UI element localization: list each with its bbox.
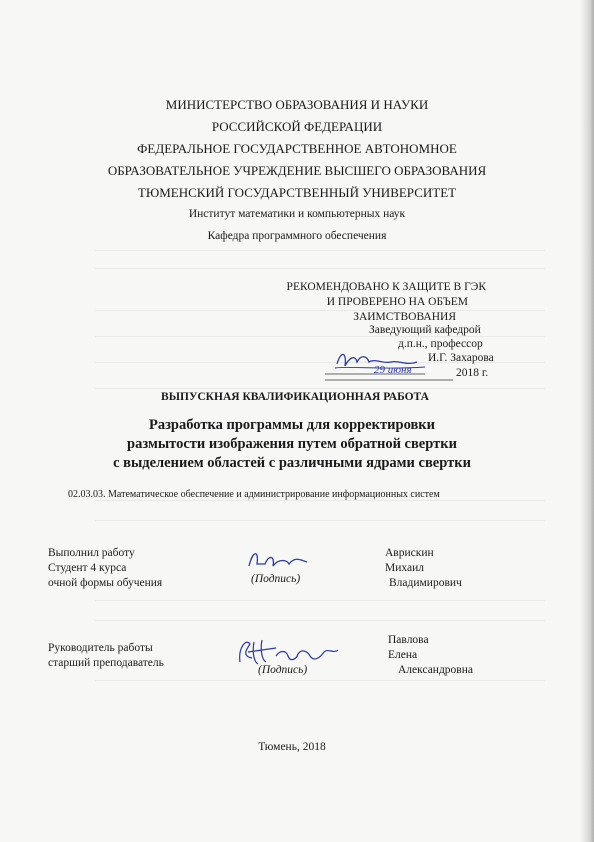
student-role-line-2: Студент 4 курса xyxy=(48,562,127,574)
student-signature xyxy=(243,544,323,574)
supervisor-role-line-1: Руководитель работы xyxy=(48,642,153,654)
approval-block xyxy=(287,280,486,325)
work-type: ВЫПУСКНАЯ КВАЛИФИКАЦИОННАЯ РАБОТА xyxy=(161,391,429,403)
university-name: ТЮМЕНСКИЙ ГОСУДАРСТВЕННЫЙ УНИВЕРСИТЕТ xyxy=(137,185,457,200)
thesis-title-line-3: с выделением областей с различными ядрами свертки xyxy=(113,455,471,471)
supervisor-signature-caption: (Подпись) xyxy=(258,664,308,676)
ministry-line-2: РОССИЙСКОЙ ФЕДЕРАЦИИ xyxy=(211,119,383,134)
thesis-title-line-2: размытости изображения путем обратной свертки xyxy=(127,436,457,452)
handwritten-date: 29 июня xyxy=(374,364,412,376)
supervisor-role xyxy=(48,641,164,671)
supervisor-name xyxy=(388,633,473,678)
thesis-title-line-1: Разработка программы для корректировки xyxy=(148,417,435,433)
supervisor-surname: Павлова xyxy=(388,634,429,646)
student-signature-caption: (Подпись) xyxy=(251,573,301,585)
student-patronymic: Владимирович xyxy=(389,577,462,589)
student-role-line-3: очной формы обучения xyxy=(48,577,163,589)
approver-degree: д.п.н., профессор xyxy=(398,338,483,350)
approval-year: 2018 г. xyxy=(456,367,489,379)
student-role xyxy=(48,546,162,591)
approval-line-3: ЗАИМСТВОВАНИЯ xyxy=(353,311,456,323)
student-first-name: Михаил xyxy=(385,562,424,574)
student-role-line-1: Выполнил работу xyxy=(48,547,135,559)
org-line-1: ФЕДЕРАЛЬНОЕ ГОСУДАРСТВЕННОЕ АВТОНОМНОЕ xyxy=(137,141,457,156)
department-name: Кафедра программного обеспечения xyxy=(207,230,387,242)
institute-name: Институт математики и компьютерных наук xyxy=(188,208,406,220)
supervisor-role-line-2: старший преподаватель xyxy=(48,657,164,669)
approval-line-1: РЕКОМЕНДОВАНО К ЗАЩИТЕ В ГЭК xyxy=(286,281,486,293)
approval-line-2: И ПРОВЕРЕНО НА ОБЪЕМ xyxy=(326,296,468,308)
student-name xyxy=(385,546,462,591)
city-year: Тюмень, 2018 xyxy=(258,741,326,753)
specialty-code: 02.03.03. Математическое обеспечение и администрирование информационных систем xyxy=(68,489,440,500)
ministry-line-1: МИНИСТЕРСТВО ОБРАЗОВАНИЯ И НАУКИ xyxy=(165,97,429,112)
approver-position: Заведующий кафедрой xyxy=(369,324,481,336)
supervisor-first-name: Елена xyxy=(388,649,418,661)
supervisor-patronymic: Александровна xyxy=(398,664,473,676)
org-line-2: ОБРАЗОВАТЕЛЬНОЕ УЧРЕЖДЕНИЕ ВЫСШЕГО ОБРАЗОВАНИЯ xyxy=(107,163,487,178)
approver-name: И.Г. Захарова xyxy=(428,352,494,364)
student-surname: Аврискин xyxy=(385,547,434,559)
page-edge-shadow xyxy=(580,0,594,842)
